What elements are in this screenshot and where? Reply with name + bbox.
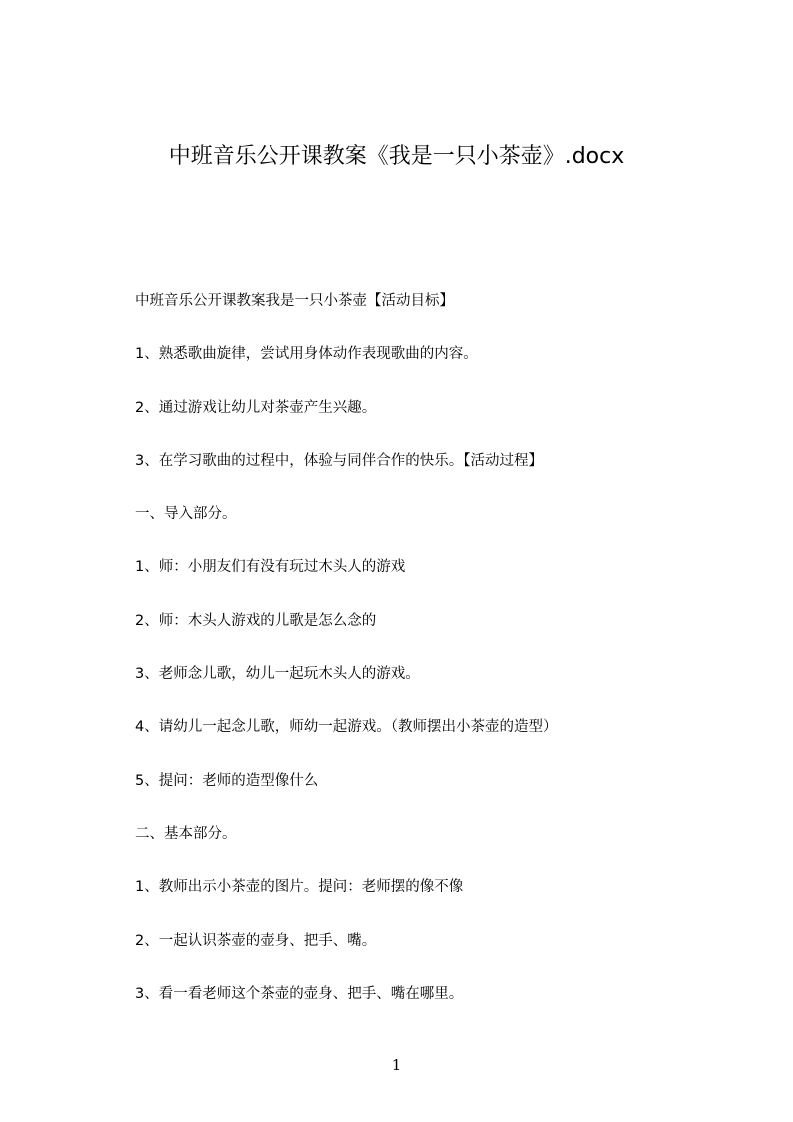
paragraph-intro-step-4: 4、请幼儿一起念儿歌，师幼一起游戏。（教师摆出小茶壶的造型） xyxy=(135,719,558,736)
document-body xyxy=(135,288,735,1034)
paragraph-objective-1: 1、熟悉歌曲旋律，尝试用身体动作表现歌曲的内容。 xyxy=(135,346,478,363)
document-title: 中班音乐公开课教案《我是一只小茶壶》.docx xyxy=(168,144,625,169)
page-number: 1 xyxy=(391,1056,402,1074)
paragraph-section-main: 二、基本部分。 xyxy=(135,825,237,842)
paragraph-intro-step-1: 1、师：小朋友们有没有玩过木头人的游戏 xyxy=(135,559,406,576)
paragraph-heading-objectives: 中班音乐公开课教案我是一只小茶壶【活动目标】 xyxy=(135,293,454,309)
paragraph-section-intro: 一、导入部分。 xyxy=(135,506,237,523)
paragraph-intro-step-3: 3、老师念儿歌，幼儿一起玩木头人的游戏。 xyxy=(135,666,420,683)
paragraph-intro-step-5: 5、提问：老师的造型像什么 xyxy=(135,772,319,789)
paragraph-main-step-2: 2、一起认识茶壶的壶身、把手、嘴。 xyxy=(135,932,377,949)
paragraph-main-step-3: 3、看一看老师这个茶壶的壶身、把手、嘴在哪里。 xyxy=(135,985,464,1002)
paragraph-objective-3: 3、在学习歌曲的过程中，体验与同伴合作的快乐。【活动过程】 xyxy=(135,452,543,469)
paragraph-main-step-1: 1、教师出示小茶壶的图片。提问：老师摆的像不像 xyxy=(135,879,464,896)
paragraph-intro-step-2: 2、师：木头人游戏的儿歌是怎么念的 xyxy=(135,612,377,629)
paragraph-objective-2: 2、通过游戏让幼儿对茶壶产生兴趣。 xyxy=(135,399,377,416)
